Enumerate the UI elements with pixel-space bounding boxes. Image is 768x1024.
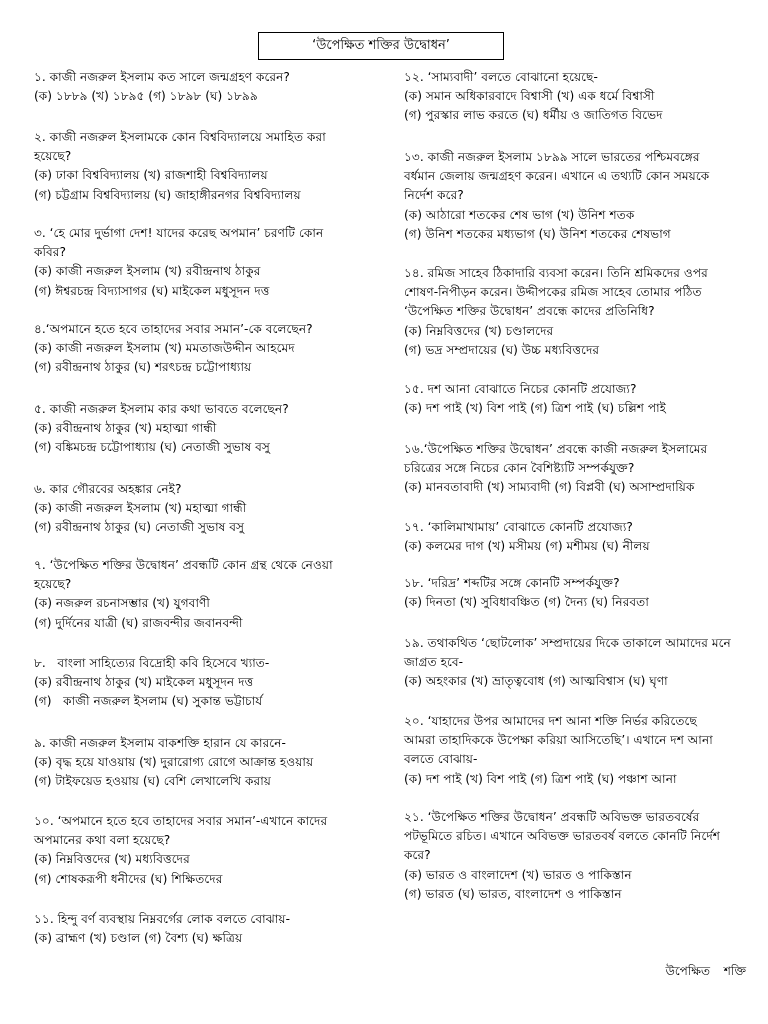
question-text: ১৫. দশ আনা বোঝাতে নিচের কোনটি প্রযোজ্য? bbox=[404, 382, 637, 396]
question-line: (ক) আঠারো শতকের শেষ ভাগ (খ) উনিশ শতক bbox=[404, 207, 635, 222]
question-line: জাগ্রত হবে- bbox=[404, 655, 464, 670]
question-block bbox=[34, 480, 386, 538]
question-block bbox=[404, 68, 754, 126]
question-line: নির্দেশ করে? bbox=[404, 188, 464, 203]
question-block bbox=[34, 224, 386, 301]
question-line: (ক) দশ পাই (খ) বিশ পাই (গ) ত্রিশ পাই (ঘ) পঞ্চাশ আনা bbox=[404, 771, 677, 786]
question-text: ৭. ‘উপেক্ষিত শক্তির উদ্বোধন’ প্রবন্ধটি কোন গ্রন্থ থেকে নেওয়া bbox=[34, 558, 333, 572]
question-line: অপমানের কথা বলা হয়েছে? bbox=[34, 833, 171, 848]
question-line: (গ) রবীন্দ্রনাথ ঠাকুর (ঘ) নেতাজী সুভাষ বসু bbox=[34, 520, 245, 535]
question-text: ১২. ‘সাম্যবাদী’ বলতে বোঝানো হয়েছে- bbox=[404, 70, 598, 84]
question-line: পটভূমিতে রচিত। এখানে অবিভক্ত ভারতবর্ষ বলতে কোনটি নির্দেশ bbox=[404, 829, 720, 844]
question-text: ১৮. ‘দরিদ্র’ শব্দটির সঙ্গে কোনটি সম্পর্কযুক্ত? bbox=[404, 576, 620, 590]
question-line: (গ) শোষকরূপী ধনীদের (ঘ) শিক্ষিতদের bbox=[34, 871, 223, 886]
question-line: (ক) নজরুল রচনাসম্ভার (খ) যুগবাণী bbox=[34, 596, 210, 611]
question-line: (ক) ঢাকা বিশ্ববিদ্যালয় (খ) রাজশাহী বিশ্ববিদ্যালয় bbox=[34, 168, 268, 183]
question-line: (ক) কলমের দাগ (খ) মসীময় (গ) মশীময় (ঘ) নীলয় bbox=[404, 539, 650, 554]
question-line: (ক) বৃদ্ধ হয়ে যাওয়ায় (খ) দুরারোগ্য রোগে আক্রান্ত হওয়ায় bbox=[34, 755, 314, 770]
question-text: ৪.‘অপমানে হতে হবে তাহাদের সবার সমান’-কে বলেছেন? bbox=[34, 322, 313, 336]
question-line: আমরা তাহাদিককে উপেক্ষা করিয়া আসিতেছি’। এখানে দশ আনা bbox=[404, 733, 713, 748]
question-block bbox=[34, 320, 386, 378]
question-text: ১৭. ‘কালিমাখামায়’ বোঝাতে কোনটি প্রযোজ্য? bbox=[404, 520, 633, 534]
question-block bbox=[404, 808, 754, 904]
question-block bbox=[34, 68, 386, 106]
question-line: (ক) অহংকার (খ) ভ্রাতৃত্ববোধ (গ) আত্মবিশ্বাস (ঘ) ঘৃণা bbox=[404, 674, 668, 689]
question-line: (ক) দশ পাই (খ) বিশ পাই (গ) ত্রিশ পাই (ঘ) চল্লিশ পাই bbox=[404, 401, 666, 416]
question-text: ৫. কাজী নজরুল ইসলাম কার কথা ভাবতে বলেছেন? bbox=[34, 402, 289, 416]
question-block bbox=[404, 634, 754, 692]
question-block bbox=[404, 148, 754, 244]
question-line: (ক) নিম্নবিত্তদের (খ) মধ্যবিত্তদের bbox=[34, 852, 190, 867]
question-block bbox=[34, 910, 386, 948]
question-block bbox=[404, 380, 754, 418]
question-line: (ক) নিম্নবিত্তদের (খ) চণ্ডালদের bbox=[404, 323, 554, 338]
question-line: (গ) রবীন্দ্রনাথ ঠাকুর (ঘ) শরৎচন্দ্র চট্টোপাধ্যায় bbox=[34, 360, 252, 375]
question-block bbox=[34, 400, 386, 458]
question-line: (ক) রবীন্দ্রনাথ ঠাকুর (খ) মহাত্মা গান্ধী bbox=[34, 421, 217, 436]
question-line: শোষণ-নিপীড়ন করেন। উদ্দীপকের রমিজ সাহেব তোমার পঠিত bbox=[404, 285, 702, 300]
question-line: (ক) ব্রাহ্মণ (খ) চণ্ডাল (গ) বৈশ্য (ঘ) ক্ষত্রিয় bbox=[34, 931, 243, 946]
question-line: (গ) টাইফয়েড হওয়ায় (ঘ) বেশি লেখালেখি করায় bbox=[34, 774, 271, 789]
question-text: ১৬.‘উপেক্ষিত শক্তির উদ্বোধন’ প্রবন্ধে কাজী নজরুল ইসলামের bbox=[404, 442, 708, 456]
question-line: ‘উপেক্ষিত শক্তির উদ্বোধন’ প্রবন্ধে কাদের প্রতিনিধি? bbox=[404, 304, 655, 319]
question-block bbox=[404, 574, 754, 612]
question-line: (ক) ভারত ও বাংলাদেশ (খ) ভারত ও পাকিস্তান bbox=[404, 867, 632, 882]
question-line: বলতে বোঝায়- bbox=[404, 752, 478, 767]
question-line: বর্ধমান জেলায় জন্মগ্রহণ করেন। এখানে এ তথ্যটি কোন সময়কে bbox=[404, 169, 710, 184]
question-block bbox=[404, 518, 754, 556]
question-line: হয়েছে? bbox=[34, 149, 72, 164]
question-line: (গ) পুরস্কার লাভ করতে (ঘ) ধর্মীয় ও জাতিগত বিভেদ bbox=[404, 108, 663, 123]
question-line: (গ) চট্টগ্রাম বিশ্ববিদ্যালয় (ঘ) জাহাঙ্গীরনগর বিশ্ববিদ্যালয় bbox=[34, 187, 301, 202]
question-line: হয়েছে? bbox=[34, 577, 72, 592]
question-line: (ক) মানবতাবাদী (খ) সাম্যবাদী (গ) বিপ্লবী (ঘ) অসাম্প্রদায়িক bbox=[404, 480, 695, 495]
question-line: (ক) সমান অধিকারবাদে বিশ্বাসী (খ) এক ধর্মে বিশ্বাসী bbox=[404, 89, 655, 104]
question-text: ১. কাজী নজরুল ইসলাম কত সালে জন্মগ্রহণ করেন? bbox=[34, 70, 290, 84]
question-line: (ক) কাজী নজরুল ইসলাম (খ) মমতাজউদ্দীন আহমেদ bbox=[34, 341, 295, 356]
question-line: (গ) বঙ্কিমচন্দ্র চট্টোপাধ্যায় (ঘ) নেতাজী সুভাষ বসু bbox=[34, 440, 270, 455]
question-line: (গ) ভদ্র সম্প্রদায়ের (ঘ) উচ্চ মধ্যবিত্তদের bbox=[404, 342, 600, 357]
question-line: (ক) ১৮৮৯ (খ) ১৮৯৫ (গ) ১৮৯৮ (ঘ) ১৮৯৯ bbox=[34, 89, 258, 104]
question-line: (ক) কাজী নজরুল ইসলাম (খ) রবীন্দ্রনাথ ঠাকুর bbox=[34, 264, 261, 279]
question-line: (গ) কাজী নজরুল ইসলাম (ঘ) সুকান্ত ভট্টাচার্য bbox=[34, 694, 263, 709]
question-block bbox=[404, 440, 754, 498]
question-block bbox=[404, 264, 754, 360]
question-block bbox=[34, 128, 386, 205]
question-line: করে? bbox=[404, 848, 431, 863]
question-line: (ক) দিনতা (খ) সুবিধাবঞ্চিত (গ) দৈন্য (ঘ) নিরবতা bbox=[404, 595, 649, 610]
question-text: ১১. হিন্দু বর্ণ ব্যবস্থায় নিম্নবর্গের লোক বলতে বোঝায়- bbox=[34, 912, 290, 926]
question-text: ৯. কাজী নজরুল ইসলাম বাকশক্তি হারান যে কারনে- bbox=[34, 736, 286, 750]
question-text: ১৪. রমিজ সাহেব ঠিকাদারি ব্যবসা করেন। তিনি শ্রমিকদের ওপর bbox=[404, 266, 708, 280]
question-line: (গ) উনিশ শতকের মধ্যভাগ (ঘ) উনিশ শতকের শেষভাগ bbox=[404, 226, 671, 241]
question-text: ৮. বাংলা সাহিত্যের বিদ্রোহী কবি হিসেবে খ্যাত- bbox=[34, 656, 270, 670]
question-line: (গ) দুর্দিনের যাত্রী (ঘ) রাজবন্দীর জবানবন্দী bbox=[34, 615, 243, 630]
question-text: ১০. ‘অপমানে হতে হবে তাহাদের সবার সমান’-এখানে কাদের bbox=[34, 814, 328, 828]
question-line: কবির? bbox=[34, 245, 66, 260]
question-block bbox=[34, 556, 386, 633]
question-text: ৩. ‘হে মোর দুর্ভাগা দেশ! যাদের করেছ অপমান’ চরণটি কোন bbox=[34, 226, 324, 240]
question-line: চরিত্রের সঙ্গে নিচের কোন বৈশিষ্ট্যটি সম্পর্কযুক্ত? bbox=[404, 461, 635, 476]
question-text: ১৩. কাজী নজরুল ইসলাম ১৮৯৯ সালে ভারতের পশ্চিমবঙ্গের bbox=[404, 150, 700, 164]
question-text: ২০. ‘যাহাদের উপর আমাদের দশ আনা শক্তি নির্ভর করিতেছে bbox=[404, 714, 697, 728]
question-line: (গ) ঈশ্বরচন্দ্র বিদ্যাসাগর (ঘ) মাইকেল মধুসূদন দত্ত bbox=[34, 283, 270, 298]
question-text: ১৯. তথাকথিত ‘ছোটলোক’ সম্প্রদায়ের দিকে তাকালে আমাদের মনে bbox=[404, 636, 731, 650]
question-line: (ক) রবীন্দ্রনাথ ঠাকুর (খ) মাইকেল মধুসূদন দত্ত bbox=[34, 675, 254, 690]
question-block bbox=[34, 734, 386, 792]
page-footer: উপেক্ষিত শক্তি bbox=[665, 964, 746, 978]
page-title: ‘উপেক্ষিত শক্তির উদ্বোধন’ bbox=[258, 32, 504, 60]
question-line: (গ) ভারত (ঘ) ভারত, বাংলাদেশ ও পাকিস্তান bbox=[404, 886, 622, 901]
question-block bbox=[34, 654, 386, 712]
question-line: (ক) কাজী নজরুল ইসলাম (খ) মহাত্মা গান্ধী bbox=[34, 501, 247, 516]
question-text: ২১. ‘উপেক্ষিত শক্তির উদ্বোধন’ প্রবন্ধটি অবিভক্ত ভারতবর্ষের bbox=[404, 810, 700, 824]
question-text: ২. কাজী নজরুল ইসলামকে কোন বিশ্ববিদ্যালয়ে সমাহিত করা bbox=[34, 130, 326, 144]
question-text: ৬. কার গৌরবের অহঙ্কার নেই? bbox=[34, 482, 182, 496]
question-block bbox=[34, 812, 386, 889]
question-block bbox=[404, 712, 754, 789]
